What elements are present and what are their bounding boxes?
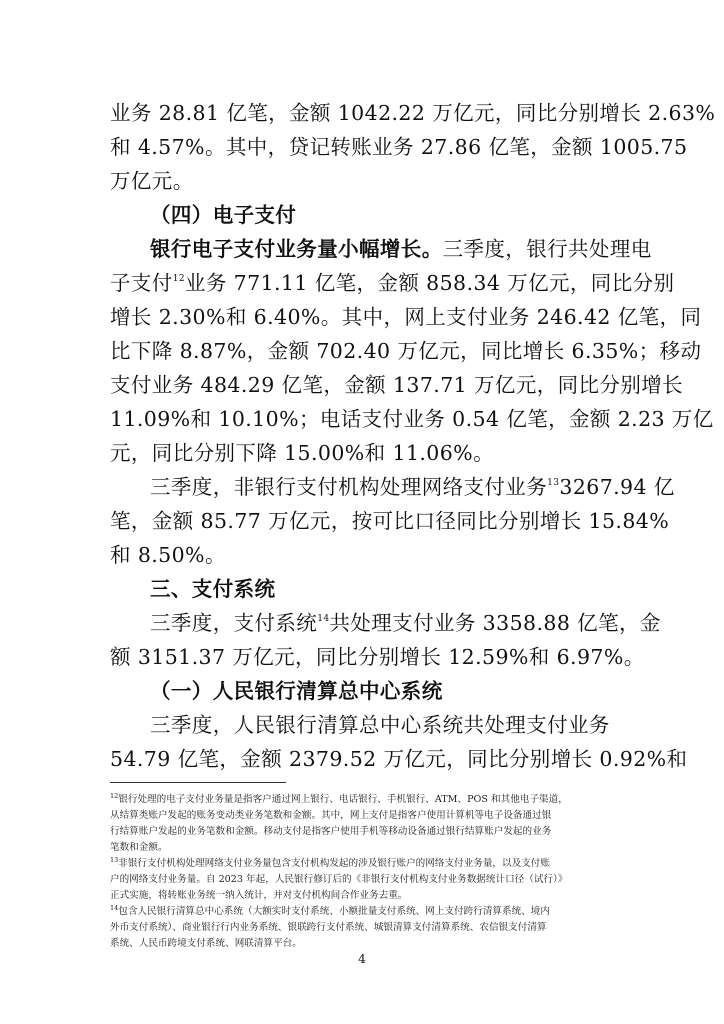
footnote-line: 户的网络支付业务量。自 2023 年起，人民银行修订后的《非银行支付机构支付业务数据统计口径（试行）》 [110,874,568,885]
body-line: 比下降 8.87%，金额 702.40 万亿元，同比增长 6.35%；移动 [110,339,702,363]
footnote-line: 笔数和金额。 [110,842,168,853]
footnote-13 [110,856,615,872]
footnote-number: 12 [110,792,119,800]
page-number: 4 [358,952,366,966]
lead-sentence: 银行电子支付业务量小幅增长。 [150,237,443,261]
body-text: 三季度，支付系统 [150,611,318,635]
footnote-12 [110,792,615,808]
footnote-ref-14[interactable]: 14 [317,614,330,624]
body-text: 3267.94 亿 [559,475,675,499]
footnote-14 [110,904,615,920]
body-line: 和 4.57%。其中，贷记转账业务 27.86 亿笔，金额 1005.75 [110,135,688,159]
footnote-line: 外币支付系统）、商业银行行内业务系统、银联跨行支付系统、城银清算支付清算系统、农信银支付清算 [110,922,547,933]
body-text: 业务 771.11 亿笔，金额 858.34 万亿元，同比分别 [184,271,675,295]
body-text: 共处理支付业务 3358.88 亿笔，金 [329,611,661,635]
footnote-text: 包含人民银行清算总中心系统（大额实时支付系统、小额批量支付系统、网上支付跨行清算系统、境内 [118,906,550,917]
footnote-line: 正式实施，将转账业务统一纳入统计，并对支付机构间合作业务去重。 [110,890,408,901]
body-line [150,470,675,504]
section-heading-payment-system: 三、支付系统 [150,577,276,601]
footnote-divider [110,782,286,783]
body-line: 笔，金额 85.77 万亿元，按可比口径同比分别增长 15.84% [110,509,670,533]
footnote-text: 银行处理的电子支付业务量是指客户通过网上银行、电话银行、手机银行、ATM、POS 和其他电子渠道， [118,794,568,805]
body-line: 11.09%和 10.10%；电话支付业务 0.54 亿笔，金额 2.23 万亿 [110,407,714,431]
body-line: 三季度，人民银行清算总中心系统共处理支付业务 [150,713,610,737]
body-line: 元，同比分别下降 15.00%和 11.06%。 [110,441,494,465]
footnote-ref-13[interactable]: 13 [547,478,560,488]
body-line: 和 8.50%。 [110,543,226,567]
section-heading-pboc-clearing: （一）人民银行清算总中心系统 [150,679,443,703]
body-line: 增长 2.30%和 6.40%。其中，网上支付业务 246.42 亿笔，同 [110,305,702,329]
body-line: 万亿元。 [110,169,194,193]
body-text: 三季度，非银行支付机构处理网络支付业务 [150,475,548,499]
footnote-ref-12[interactable]: 12 [172,274,185,284]
body-line: 额 3151.37 万亿元，同比分别增长 12.59%和 6.97%。 [110,645,645,669]
paragraph-electronic-payment-line [150,232,652,266]
body-line [150,606,661,640]
section-heading-electronic-payment: （四）电子支付 [150,203,297,227]
footnote-line: 系统、人民币跨境支付系统、网联清算平台。 [110,938,302,949]
footnote-line: 行结算账户发起的业务笔数和金额。移动支付是指客户使用手机等移动设备通过银行结算账户发起的业务 [110,826,552,837]
footnote-line: 从结算类账户发起的账务变动类业务笔数和金额。其中，网上支付是指客户使用计算机等电子设备通过银 [110,810,552,821]
footnote-text: 非银行支付机构处理网络支付业务量包含支付机构发起的涉及银行账户的网络支付业务量，以及支付账 [118,858,550,869]
footnote-number: 13 [110,856,119,864]
body-text: 三季度，银行共处理电 [442,237,652,261]
body-line: 支付业务 484.29 亿笔，金额 137.71 万亿元，同比分别增长 [110,373,684,397]
body-line: 业务 28.81 亿笔，金额 1042.22 万亿元，同比分别增长 2.63% [110,101,716,125]
footnote-number: 14 [110,904,119,912]
body-line: 54.79 亿笔，金额 2379.52 万亿元，同比分别增长 0.92%和 [110,747,688,771]
body-text: 子支付 [110,271,173,295]
body-line [110,266,675,300]
